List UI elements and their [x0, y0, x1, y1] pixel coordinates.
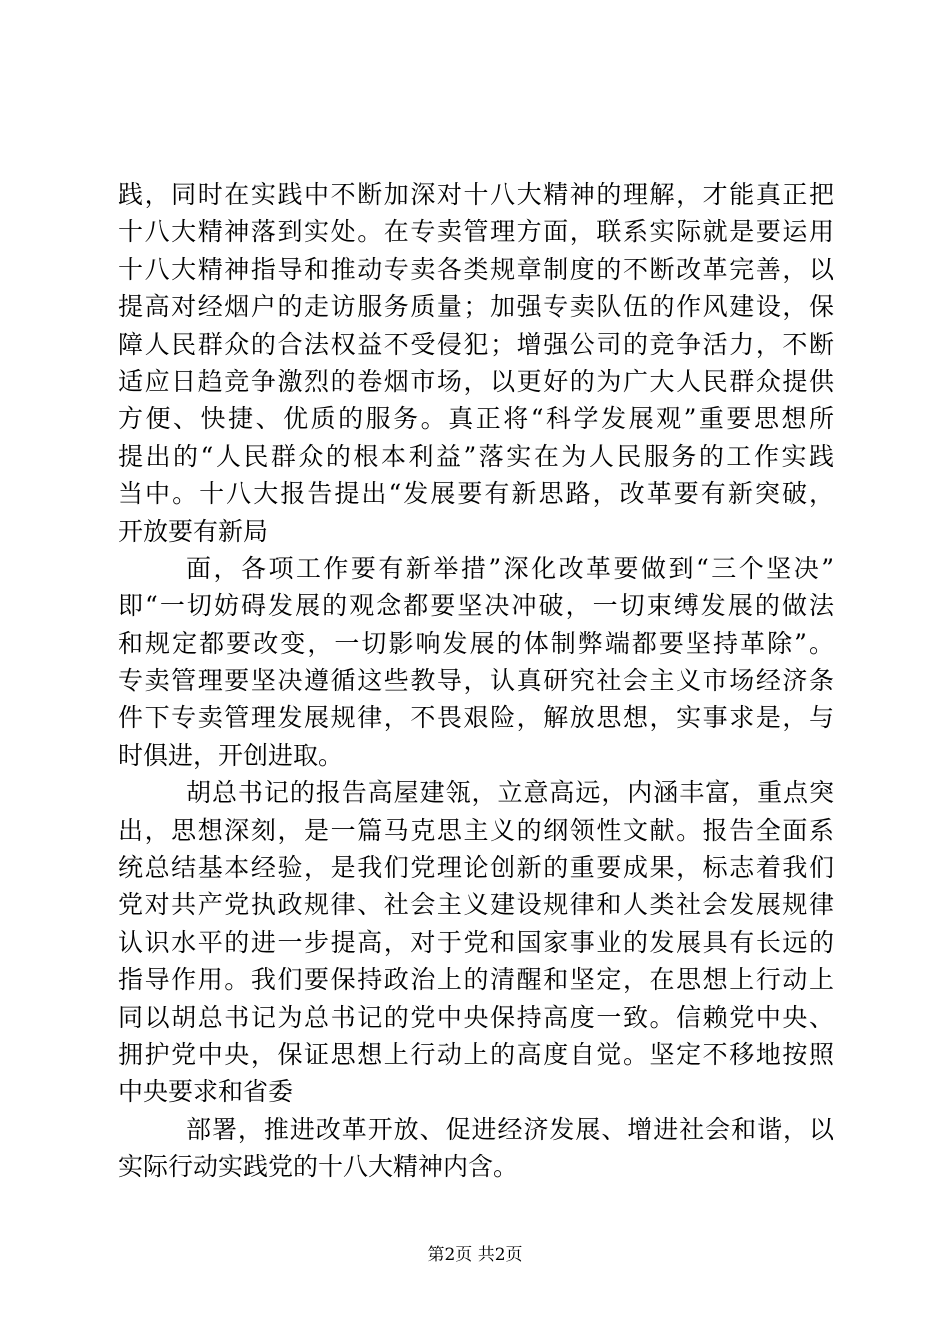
paragraph-2-line-2: 即“一切妨碍发展的观念都要坚决冲破，一切束缚发展的做法 — [118, 591, 834, 621]
paragraph-1-line-7: 方便、快捷、优质的服务。真正将“科学发展观”重要思想所 — [118, 404, 834, 434]
paragraph-3-line-5: 认识水平的进一步提高，对于党和国家事业的发展具有长远的 — [118, 927, 834, 957]
paragraph-4-line-1: 部署，推进改革开放、促进经济发展、增进社会和谐，以 — [186, 1114, 834, 1144]
paragraph-2-line-6: 时俱进，开创进取。 — [118, 740, 344, 770]
paragraph-3-line-1: 胡总书记的报告高屋建瓴，立意高远，内涵丰富，重点突 — [186, 778, 834, 808]
paragraph-3-line-8: 拥护党中央，保证思想上行动上的高度自觉。坚定不移地按照 — [118, 1039, 834, 1069]
paragraph-1-line-2: 十八大精神落到实处。在专卖管理方面，联系实际就是要运用 — [118, 217, 834, 247]
paragraph-2-line-3: 和规定都要改变，一切影响发展的体制弊端都要坚持革除”。 — [118, 628, 834, 658]
paragraph-2-line-5: 件下专卖管理发展规律，不畏艰险，解放思想，实事求是，与 — [118, 703, 834, 733]
paragraph-3-line-6: 指导作用。我们要保持政治上的清醒和坚定，在思想上行动上 — [118, 965, 834, 995]
paragraph-1-line-9: 当中。十八大报告提出“发展要有新思路，改革要有新突破， — [118, 479, 834, 509]
paragraph-1-line-5: 障人民群众的合法权益不受侵犯；增强公司的竞争活力，不断 — [118, 329, 834, 359]
paragraph-1-line-10: 开放要有新局 — [118, 516, 269, 546]
paragraph-1-line-3: 十八大精神指导和推动专卖各类规章制度的不断改革完善，以 — [118, 254, 834, 284]
page-number-footer: 第2页 共2页 — [427, 1245, 523, 1265]
paragraph-1-line-8: 提出的“人民群众的根本利益”落实在为人民服务的工作实践 — [118, 441, 834, 471]
paragraph-2-line-1: 面，各项工作要有新举措”深化改革要做到“三个坚决” — [186, 553, 834, 583]
paragraph-2-line-4: 专卖管理要坚决遵循这些教导，认真研究社会主义市场经济条 — [118, 666, 834, 696]
document-body — [118, 176, 834, 1186]
paragraph-3-line-7: 同以胡总书记为总书记的党中央保持高度一致。信赖党中央、 — [118, 1002, 834, 1032]
paragraph-1-line-6: 适应日趋竞争激烈的卷烟市场，以更好的为广大人民群众提供 — [118, 366, 834, 396]
paragraph-3-line-3: 统总结基本经验，是我们党理论创新的重要成果，标志着我们 — [118, 853, 834, 883]
paragraph-3-line-4: 党对共产党执政规律、社会主义建设规律和人类社会发展规律 — [118, 890, 834, 920]
paragraph-1-line-4: 提高对经烟户的走访服务质量；加强专卖队伍的作风建设，保 — [118, 292, 834, 322]
paragraph-1-line-1: 践，同时在实践中不断加深对十八大精神的理解，才能真正把 — [118, 180, 834, 209]
paragraph-3-line-2: 出，思想深刻，是一篇马克思主义的纲领性文献。报告全面系 — [118, 815, 834, 845]
paragraph-4-line-2: 实际行动实践党的十八大精神内含。 — [118, 1152, 519, 1182]
paragraph-3-line-9: 中央要求和省委 — [118, 1077, 294, 1107]
